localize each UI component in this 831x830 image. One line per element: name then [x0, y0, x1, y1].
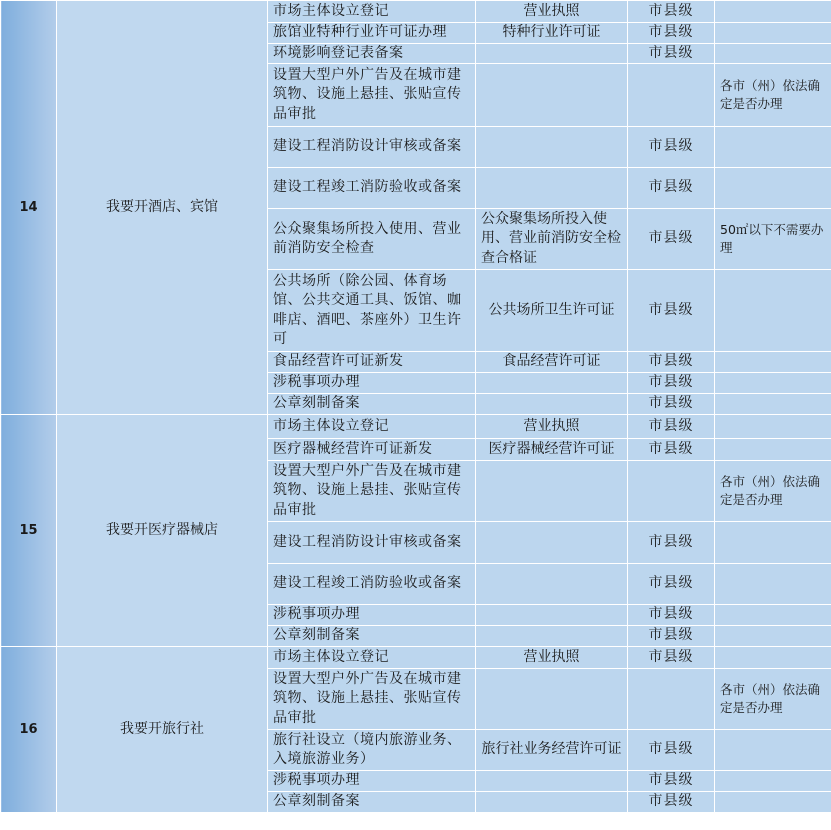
- service-item: 医疗器械经营许可证新发: [268, 439, 476, 461]
- remark: [715, 771, 831, 792]
- admin-level: 市县级: [628, 1, 715, 23]
- table-row: [1, 415, 831, 439]
- service-item: 市场主体设立登记: [268, 415, 476, 439]
- remark: [715, 792, 831, 813]
- service-item: 设置大型户外广告及在城市建筑物、设施上悬挂、张贴宣传品审批: [268, 64, 476, 127]
- admin-level: 市县级: [628, 168, 715, 209]
- admin-level: 市县级: [628, 771, 715, 792]
- scenario-name: 我要开医疗器械店: [57, 415, 268, 647]
- service-item: 环境影响登记表备案: [268, 43, 476, 64]
- admin-level: [628, 461, 715, 522]
- certificate: [476, 771, 628, 792]
- certificate: 营业执照: [476, 647, 628, 669]
- table-body: [1, 1, 831, 813]
- admin-level: 市县级: [628, 647, 715, 669]
- remark: [715, 626, 831, 647]
- service-item: 设置大型户外广告及在城市建筑物、设施上悬挂、张贴宣传品审批: [268, 669, 476, 730]
- service-item: 旅行社设立（境内旅游业务、入境旅游业务）: [268, 730, 476, 771]
- certificate: 公共场所卫生许可证: [476, 270, 628, 352]
- admin-level: 市县级: [628, 43, 715, 64]
- certificate: [476, 127, 628, 168]
- group-number: 14: [1, 1, 57, 415]
- service-item: 食品经营许可证新发: [268, 352, 476, 373]
- certificate: [476, 522, 628, 564]
- certificate: 特种行业许可证: [476, 23, 628, 44]
- remark: [715, 1, 831, 23]
- table-row: [1, 1, 831, 23]
- service-item: 公共场所（除公园、体育场馆、公共交通工具、饭馆、咖啡店、酒吧、茶座外）卫生许可: [268, 270, 476, 352]
- group-number: 16: [1, 647, 57, 813]
- certificate: [476, 64, 628, 127]
- remark: [715, 270, 831, 352]
- service-item: 公众聚集场所投入使用、营业前消防安全检查: [268, 209, 476, 270]
- certificate: [476, 461, 628, 522]
- remark: [715, 647, 831, 669]
- admin-level: 市县级: [628, 522, 715, 564]
- scenario-name: 我要开旅行社: [57, 647, 268, 813]
- service-item: 旅馆业特种行业许可证办理: [268, 23, 476, 44]
- certificate: [476, 564, 628, 605]
- remark: [715, 373, 831, 394]
- scenario-name: 我要开酒店、宾馆: [57, 1, 268, 415]
- certificate: [476, 669, 628, 730]
- service-item: 建设工程消防设计审核或备案: [268, 127, 476, 168]
- service-item: 公章刻制备案: [268, 394, 476, 415]
- service-item: 市场主体设立登记: [268, 1, 476, 23]
- remark: [715, 730, 831, 771]
- group-number: 15: [1, 415, 57, 647]
- remark: [715, 168, 831, 209]
- remark: 各市（州）依法确定是否办理: [715, 64, 831, 127]
- remark: [715, 352, 831, 373]
- admin-level: 市县级: [628, 730, 715, 771]
- certificate: 旅行社业务经营许可证: [476, 730, 628, 771]
- certificate: [476, 394, 628, 415]
- remark: 50㎡以下不需要办理: [715, 209, 831, 270]
- remark: [715, 415, 831, 439]
- service-item: 建设工程竣工消防验收或备案: [268, 168, 476, 209]
- certificate: 营业执照: [476, 415, 628, 439]
- certificate: 食品经营许可证: [476, 352, 628, 373]
- certificate: [476, 168, 628, 209]
- service-item: 涉税事项办理: [268, 605, 476, 626]
- admin-level: [628, 669, 715, 730]
- admin-level: 市县级: [628, 564, 715, 605]
- service-item: 设置大型户外广告及在城市建筑物、设施上悬挂、张贴宣传品审批: [268, 461, 476, 522]
- admin-level: 市县级: [628, 626, 715, 647]
- admin-level: 市县级: [628, 209, 715, 270]
- service-item: 市场主体设立登记: [268, 647, 476, 669]
- admin-level: 市县级: [628, 439, 715, 461]
- admin-level: 市县级: [628, 352, 715, 373]
- remark: [715, 439, 831, 461]
- admin-level: 市县级: [628, 23, 715, 44]
- certificate: 医疗器械经营许可证: [476, 439, 628, 461]
- certificate: 公众聚集场所投入使用、营业前消防安全检查合格证: [476, 209, 628, 270]
- service-item: 公章刻制备案: [268, 626, 476, 647]
- remark: [715, 394, 831, 415]
- service-item: 建设工程竣工消防验收或备案: [268, 564, 476, 605]
- admin-level: [628, 64, 715, 127]
- service-item: 建设工程消防设计审核或备案: [268, 522, 476, 564]
- service-item: 公章刻制备案: [268, 792, 476, 813]
- service-item: 涉税事项办理: [268, 373, 476, 394]
- certificate: [476, 792, 628, 813]
- remark: 各市（州）依法确定是否办理: [715, 669, 831, 730]
- remark: 各市（州）依法确定是否办理: [715, 461, 831, 522]
- admin-level: 市县级: [628, 270, 715, 352]
- certificate: [476, 605, 628, 626]
- service-item: 涉税事项办理: [268, 771, 476, 792]
- remark: [715, 23, 831, 44]
- remark: [715, 43, 831, 64]
- certificate: 营业执照: [476, 1, 628, 23]
- admin-level: 市县级: [628, 605, 715, 626]
- admin-level: 市县级: [628, 394, 715, 415]
- admin-level: 市县级: [628, 792, 715, 813]
- admin-level: 市县级: [628, 373, 715, 394]
- remark: [715, 522, 831, 564]
- certificate: [476, 43, 628, 64]
- admin-level: 市县级: [628, 415, 715, 439]
- admin-level: 市县级: [628, 127, 715, 168]
- table-row: [1, 647, 831, 669]
- remark: [715, 605, 831, 626]
- remark: [715, 127, 831, 168]
- certificate: [476, 626, 628, 647]
- remark: [715, 564, 831, 605]
- certificate: [476, 373, 628, 394]
